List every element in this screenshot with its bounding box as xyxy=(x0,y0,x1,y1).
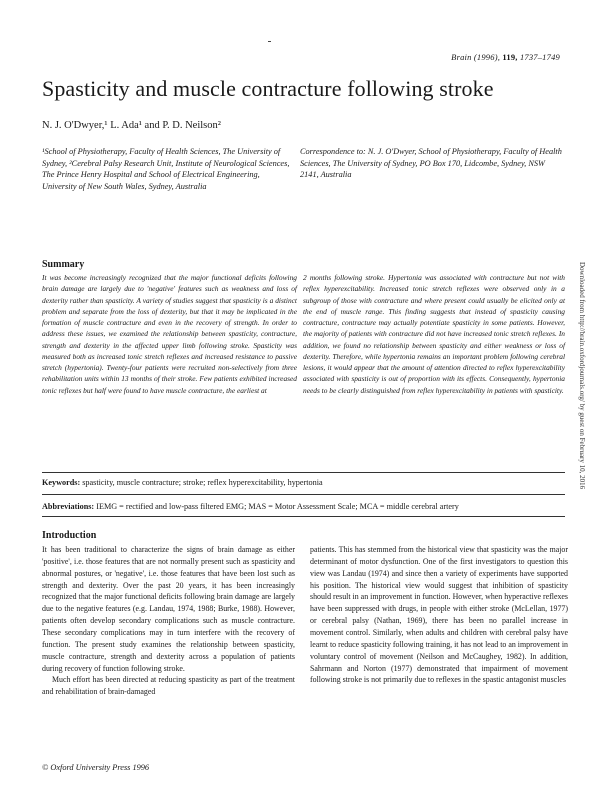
summary-heading: Summary xyxy=(42,259,85,270)
keywords-text: spasticity, muscle contracture; stroke; reflex hyperexcitability, hypertonia xyxy=(82,478,323,487)
paragraph: It has been traditional to characterize the signs of brain damage as either 'positive', i.e. those features that are not normally present such as spasticity and abnormal postures, or 'negative', i.e. those features that have been lost such as strength and dexterity. Over the past 20 years, it has been increasingly recognized that the major functional deficits following brain damage are largely due to the negative features (e.g. Landau, 1974, 1988; Burke, 1988). However, patients often develop secondary complications such as muscle contracture. These secondary complications may in turn interfere with the recovery of function. The present study examines the relationship between spasticity, muscle contracture, strength and dexterity across a population of patients during recovery of function following stroke. xyxy=(42,545,295,673)
summary-left-column: It was become increasingly recognized that the major functional deficits following brain damage are largely due to 'negative' features such as weakness and loss of dexterity rather than spasticity. A variety of studies suggest that spasticity is a distinct problem and separate from the loss of dexterity, but that it may be implicated in the formation of muscle contracture and even in the recovery of strength. In order to address these issues, we examined the relationship between spasticity, contracture, strength and dexterity in the affected upper limb following stroke. Spasticity was measured both as increased tonic stretch reflexes and increased resistance to passive stretch (hypertonia). Twenty-four patients were recruited non-selectively from three rehabilitation units within 13 months of their stroke. Few patients exhibited increased tonic reflexes but half were found to have muscle contracture, the earliest at xyxy=(42,273,297,395)
copyright-notice: © Oxford University Press 1996 xyxy=(42,763,150,772)
abbreviations xyxy=(42,502,459,511)
introduction-heading: Introduction xyxy=(42,530,97,541)
paper-title: Spasticity and muscle contracture following stroke xyxy=(42,76,494,101)
divider xyxy=(42,472,565,473)
abbreviations-text: IEMG = rectified and low-pass filtered EMG; MAS = Motor Assessment Scale; MCA = middle cerebral artery xyxy=(96,502,459,511)
journal-name: Brain xyxy=(451,52,472,62)
paragraph: patients. This has stemmed from the historical view that spasticity was the major determinant of motor dysfunction. One of the first investigators to question this view was Landau (1974) and since then a variety of experiments have supported his position. The historical view would suggest that inhibition of spasticity should result in an improvement in function. However, when hyperactive reflexes have been suppressed with drugs, in people with either stroke (McLellan, 1977) or cerebral palsy (Nathan, 1969), there has been no parallel increase in movement control. Similarly, when adults and children with cerebral palsy have learnt to reduce spasticity following training, it has not lead to an improvement in voluntary control of movement (Neilson and McCaughey, 1982). In addition, Sahrmann and Norton (1977) demonstrated that impairment of movement following stroke is not primarily due to reflexes in the spastic antagonist muscles xyxy=(310,545,568,685)
introduction-right-column xyxy=(310,544,568,686)
scan-mark xyxy=(268,41,271,42)
divider xyxy=(42,494,565,495)
journal-pages: 1737–1749 xyxy=(519,52,560,62)
download-note-text: Downloaded from http://brain.oxfordjournals.org/ by guest on February 10, 2016 xyxy=(578,262,586,490)
introduction-left-column xyxy=(42,544,295,698)
summary-right-column: 2 months following stroke. Hypertonia was associated with contracture but not with reflex hyperexcitability. Increased tonic stretch reflexes were observed only in a subgroup of those with contracture and where present could usually be elicited only at the end of muscle range. This finding suggests that instead of spasticity causing contracture, contracture may actually potentiate spasticity in some patients. However, the majority of patients with contracture did not have increased tonic stretch reflexes. In addition, we found no relationship between spasticity and either weakness or loss of dexterity. Therefore, while hypertonia remains an important problem following cerebral lesions, it would appear that the amount of attention directed to reflex hyperexcitability associated with spasticity is out of proportion with its effects. Consequently, hypertonia needs to be clearly distinguished from reflex hyperexcitability in patients with spasticity. xyxy=(303,273,565,395)
author-list: N. J. O'Dwyer,¹ L. Ada¹ and P. D. Neilson² xyxy=(42,120,221,131)
keywords-label: Keywords: xyxy=(42,478,81,487)
journal-year: (1996), xyxy=(473,52,501,62)
download-margin-note xyxy=(577,262,591,532)
journal-volume: 119, xyxy=(502,52,518,62)
abbreviations-label: Abbreviations: xyxy=(42,502,95,511)
affiliations: ¹School of Physiotherapy, Faculty of Health Sciences, The University of Sydney, ²Cerebral Palsy Research Unit, Institute of Neurological Sciences, The Prince Henry Hospital and School of Electrical Engineering, University of New South Wales, Sydney, Australia xyxy=(42,147,290,191)
divider xyxy=(42,516,565,517)
journal-citation xyxy=(451,52,560,62)
paragraph: Much effort has been directed at reducing spasticity as part of the treatment and rehabilitation of brain-damaged xyxy=(42,675,295,697)
keywords xyxy=(42,478,323,487)
correspondence: Correspondence to: N. J. O'Dwyer, School of Physiotherapy, Faculty of Health Sciences, The University of Sydney, PO Box 170, Lidcombe, Sydney, NSW 2141, Australia xyxy=(300,147,562,180)
